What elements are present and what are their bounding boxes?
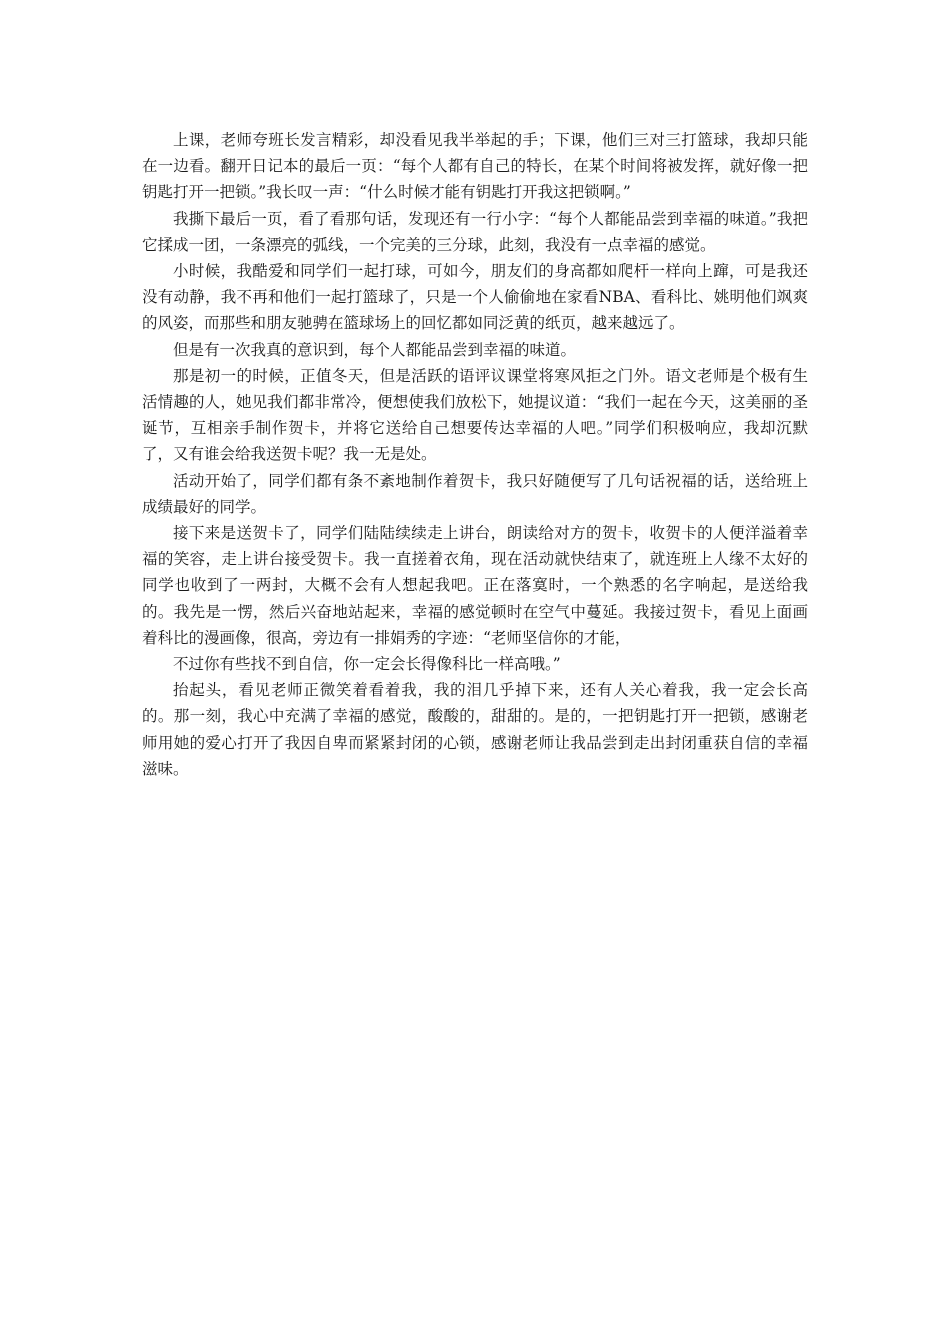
paragraph-3: 小时候，我酷爱和同学们一起打球，可如今，朋友们的身高都如爬杆一样向上蹿，可是我还没有动静，我不再和他们一起打篮球了，只是一个人偷偷地在家看NBA、看科比、姚明他们飒爽的风姿，而那些和朋友驰骋在篮球场上的回忆都如同泛黄的纸页，越来越远了。 <box>142 262 808 333</box>
paragraph-8: 不过你有些找不到自信，你一定会长得像科比一样高哦。” <box>173 655 561 674</box>
essay-body <box>142 127 808 782</box>
paragraph-4: 但是有一次我真的意识到，每个人都能品尝到幸福的味道。 <box>173 340 577 359</box>
paragraph-9: 抬起头，看见老师正微笑着看着我，我的泪几乎掉下来，还有人关心着我，我一定会长高的。那一刻，我心中充满了幸福的感觉，酸酸的，甜甜的。是的，一把钥匙打开一把锁，感谢老师用她的爱心打开了我因自卑而紧紧封闭的心锁，感谢老师让我品尝到走出封闭重获自信的幸福滋味。 <box>142 681 808 778</box>
paragraph-5: 那是初一的时候，正值冬天，但是活跃的语评议课堂将寒风拒之门外。语文老师是个极有生活情趣的人，她见我们都非常冷，便想使我们放松下，她提议道：“我们一起在今天，这美丽的圣诞节，互相亲手制作贺卡，并将它送给自己想要传达幸福的人吧。”同学们积极响应，我却沉默了，又有谁会给我送贺卡呢？我一无是处。 <box>142 366 808 464</box>
paragraph-1: 上课，老师夸班长发言精彩，却没看见我半举起的手；下课，他们三对三打篮球，我却只能在一边看。翻开日记本的最后一页：“每个人都有自己的特长，在某个时间将被发挥，就好像一把钥匙打开一把锁。”我长叹一声：“什么时候才能有钥匙打开我这把锁啊。” <box>142 131 808 202</box>
paragraph-2: 我撕下最后一页，看了看那句话，发现还有一行小字：“每个人都能品尝到幸福的味道。”我把它揉成一团，一条漂亮的弧线，一个完美的三分球，此刻，我没有一点幸福的感觉。 <box>142 209 808 254</box>
paragraph-6: 活动开始了，同学们都有条不紊地制作着贺卡，我只好随便写了几句话祝福的话，送给班上成绩最好的同学。 <box>142 471 808 516</box>
paragraph-7: 接下来是送贺卡了，同学们陆陆续续走上讲台，朗读给对方的贺卡，收贺卡的人便洋溢着幸福的笑容，走上讲台接受贺卡。我一直搓着衣角，现在活动就快结束了，就连班上人缘不太好的同学也收到了一两封，大概不会有人想起我吧。正在落寞时，一个熟悉的名字响起，是送给我的。我先是一愣，然后兴奋地站起来，幸福的感觉顿时在空气中蔓延。我接过贺卡，看见上面画着科比的漫画像，很高，旁边有一排娟秀的字迹：“老师坚信你的才能， <box>142 524 808 647</box>
